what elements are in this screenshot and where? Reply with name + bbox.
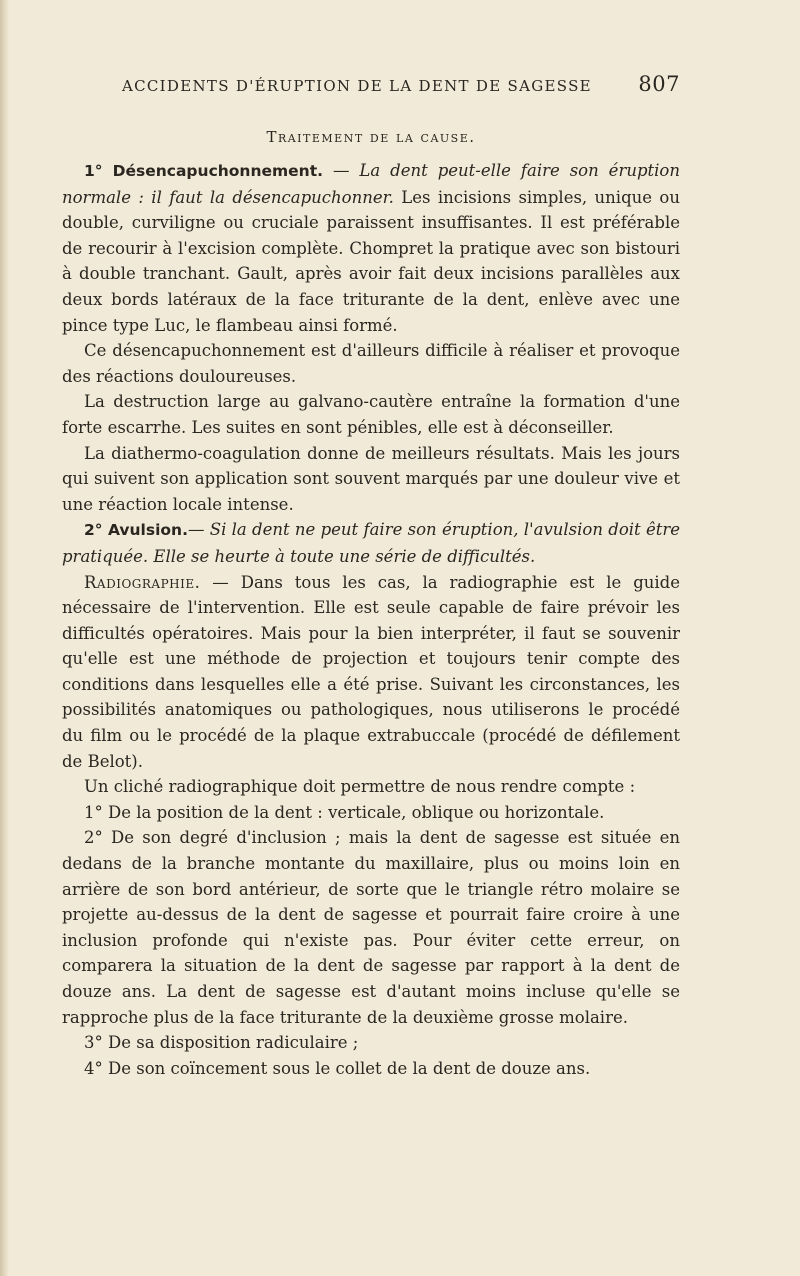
- list-item-coincement: 4° De son coïncement sous le collet de la dent de douze ans.: [84, 1058, 591, 1078]
- list-item-inclusion: 2° De son degré d'inclusion ; mais la dent de sagesse est située en dedans de la branche montante du maxillaire, plus ou moins loin en arrière de son bord antérieur, de sorte que le triangle rétro molaire se projette au-dessus de la dent de sagesse et pourrait faire croire à une inclusion profonde qui n'existe pas. Pour éviter cette erreur, on comparera la situation de la dent de sagesse par rapport à la dent de douze ans. La dent de sagesse est d'autant moins incluse qu'elle se rapproche plus de la face triturante de la deuxième grosse molaire.: [62, 828, 680, 1027]
- paragraph-text: — Dans tous les cas, la radiographie est le guide nécessaire de l'intervention. Elle est seule capable de faire prévoir les difficultés opératoires. Mais pour la bien interpréter, il faut se souvenir qu'elle est une méthode de projection et toujours tenir compte des conditions dans lesquelles elle a été prise. Suivant les circonstances, les possibilités anatomiques ou pathologiques, nous utiliserons le procédé du film ou le procédé de la plaque extrabuccale (procédé de défilement de Belot).: [62, 572, 680, 771]
- paragraph-cliche: Un cliché radiographique doit permettre de nous rendre compte :: [84, 777, 636, 797]
- list-item-disposition: 3° De sa disposition radiculaire ;: [84, 1033, 359, 1053]
- list-item-position: 1° De la position de la dent : verticale, oblique ou horizontale.: [84, 802, 605, 822]
- paragraph-desencapuchonnement: [62, 158, 680, 338]
- running-title: ACCIDENTS D'ÉRUPTION DE LA DENT DE SAGESSE: [122, 77, 592, 95]
- paragraph-text: Les incisions simples, unique ou double, curviligne ou cruciale paraissent insuffisantes. Il est préférable de recourir à l'excision complète. Chompret la pratique avec son bistouri à double tranchant. Gault, après avoir fait deux incisions parallèles aux deux bords latéraux de la face triturante de la dent, enlève avec une pince type Luc, le flambeau ainsi formé.: [62, 187, 680, 335]
- paragraph-difficulty: Ce désencapuchonnement est d'ailleurs difficile à réaliser et provoque des réactions douloureuses.: [62, 341, 680, 386]
- dash: —: [323, 161, 360, 180]
- page-binding-edge: [0, 0, 9, 1276]
- dash: —: [187, 520, 210, 540]
- section-heading: Traitement de la cause.: [266, 128, 476, 146]
- italic-statement: Si la dent ne peut faire son éruption, l'avulsion doit être pratiquée. Elle se heurte à toute une série de difficultés.: [62, 520, 681, 566]
- body-text: [62, 158, 680, 1081]
- paragraph-radiographie: [62, 570, 680, 775]
- italic-statement: La dent peut-elle faire son éruption normale : il faut la désencapuchonner.: [62, 161, 680, 207]
- paragraph-avulsion: [62, 517, 680, 569]
- running-head: [62, 72, 680, 106]
- subsection-title-desencapuchonnement: 1° Désencapuchonnement.: [84, 162, 324, 180]
- subsection-title-radiographie: Radiographie.: [84, 572, 201, 592]
- paragraph-diathermo-coagulation: La diathermo-coagulation donne de meilleurs résultats. Mais les jours qui suivent son application sont souvent marqués par une douleur vive et une réaction locale intense.: [62, 443, 680, 514]
- subsection-title-avulsion: 2° Avulsion.: [84, 521, 188, 540]
- paragraph-galvano-cautere: La destruction large au galvano-cautère entraîne la formation d'une forte escarrhe. Les suites en sont pénibles, elle est à déconseiller.: [62, 392, 680, 437]
- page-number: 807: [638, 72, 680, 96]
